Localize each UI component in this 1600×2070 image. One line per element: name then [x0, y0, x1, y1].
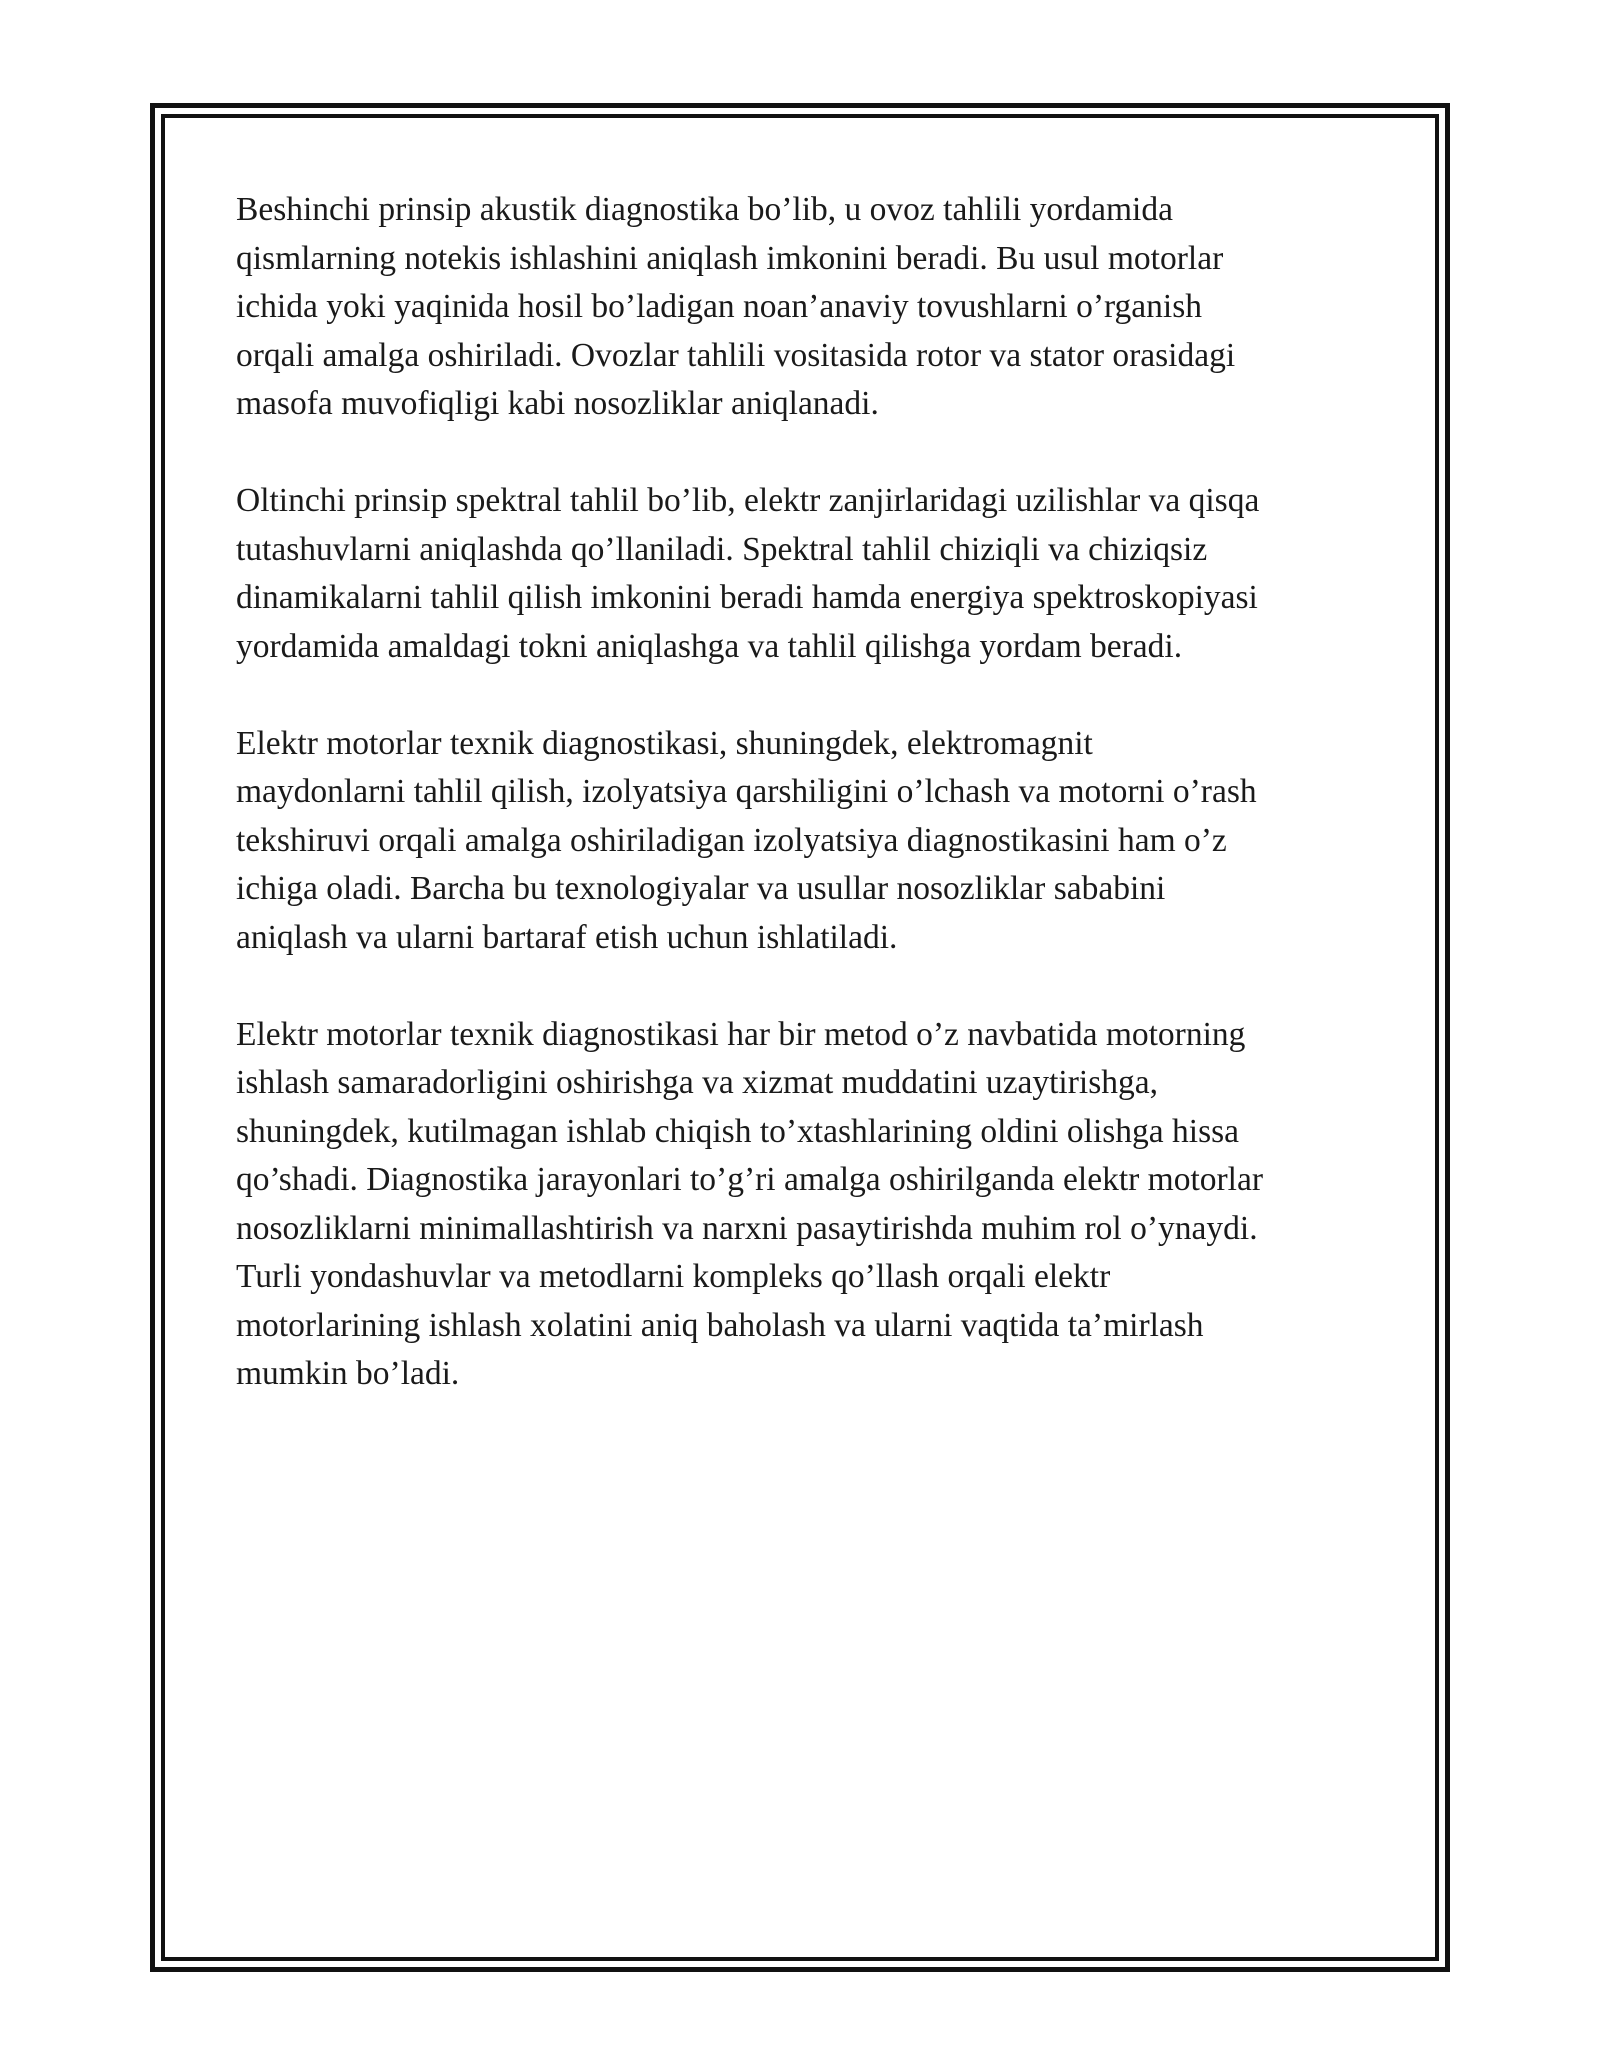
text-line: Elektr motorlar texnik diagnostikasi, shuningdek, elektromagnit: [236, 724, 1093, 762]
text-line: tekshiruvi orqali amalga oshiriladigan izolyatsiya diagnostikasini ham o’z: [236, 821, 1227, 859]
text-line: mumkin bo’ladi.: [236, 1355, 460, 1392]
text-line: ichiga oladi. Barcha bu texnologiyalar va usullar nosozliklar sababini: [236, 870, 1166, 907]
text-line: motorlarining ishlash xolatini aniq baholash va ularni vaqtida ta’mirlash: [236, 1306, 1204, 1344]
text-line: qismlarning notekis ishlashini aniqlash imkonini beradi. Bu usul motorlar: [236, 239, 1224, 277]
document-body: [236, 186, 1386, 1447]
text-line: masofa muvofiqligi kabi nosozliklar aniqlanadi.: [236, 385, 879, 422]
text-line: Beshinchi prinsip akustik diagnostika bo’lib, u ovoz tahlili yordamida: [236, 191, 1173, 228]
paragraph-acoustic-diagnostics: [236, 186, 1386, 429]
text-line: ichida yoki yaqinida hosil bo’ladigan noan’anaviy tovushlarni o’rganish: [236, 288, 1203, 325]
text-line: yordamida amaldagi tokni aniqlashga va tahlil qilishga yordam beradi.: [236, 627, 1183, 665]
text-line: Elektr motorlar texnik diagnostikasi har bir metod o’z navbatida motorning: [236, 1015, 1246, 1053]
text-line: aniqlash va ularni bartaraf etish uchun ishlatiladi.: [236, 918, 898, 956]
text-line: ishlash samaradorligini oshirishga va xizmat muddatini uzaytirishga,: [236, 1064, 1158, 1101]
paragraph-conclusion: [236, 1011, 1386, 1399]
text-line: qo’shadi. Diagnostika jarayonlari to’g’ri amalga oshirilganda elektr motorlar: [236, 1161, 1264, 1198]
paragraph-insulation-diagnostics: [236, 720, 1386, 963]
text-line: nosozliklarni minimallashtirish va narxni pasaytirishda muhim rol o’ynaydi.: [236, 1209, 1258, 1247]
text-line: Turli yondashuvlar va metodlarni kompleks qo’llash orqali elektr: [236, 1258, 1111, 1295]
text-line: maydonlarni tahlil qilish, izolyatsiya qarshiligini o’lchash va motorni o’rash: [236, 773, 1257, 810]
text-line: dinamikalarni tahlil qilish imkonini beradi hamda energiya spektroskopiyasi: [236, 579, 1258, 616]
text-line: tutashuvlarni aniqlashda qo’llaniladi. Spektral tahlil chiziqli va chiziqsiz: [236, 530, 1208, 568]
paragraph-spectral-analysis: [236, 477, 1386, 671]
text-line: orqali amalga oshiriladi. Ovozlar tahlili vositasida rotor va stator orasidagi: [236, 336, 1236, 374]
text-line: shuningdek, kutilmagan ishlab chiqish to’xtashlarining oldini olishga hissa: [236, 1112, 1240, 1150]
text-line: Oltinchi prinsip spektral tahlil bo’lib, elektr zanjirlaridagi uzilishlar va qisqa: [236, 482, 1260, 519]
